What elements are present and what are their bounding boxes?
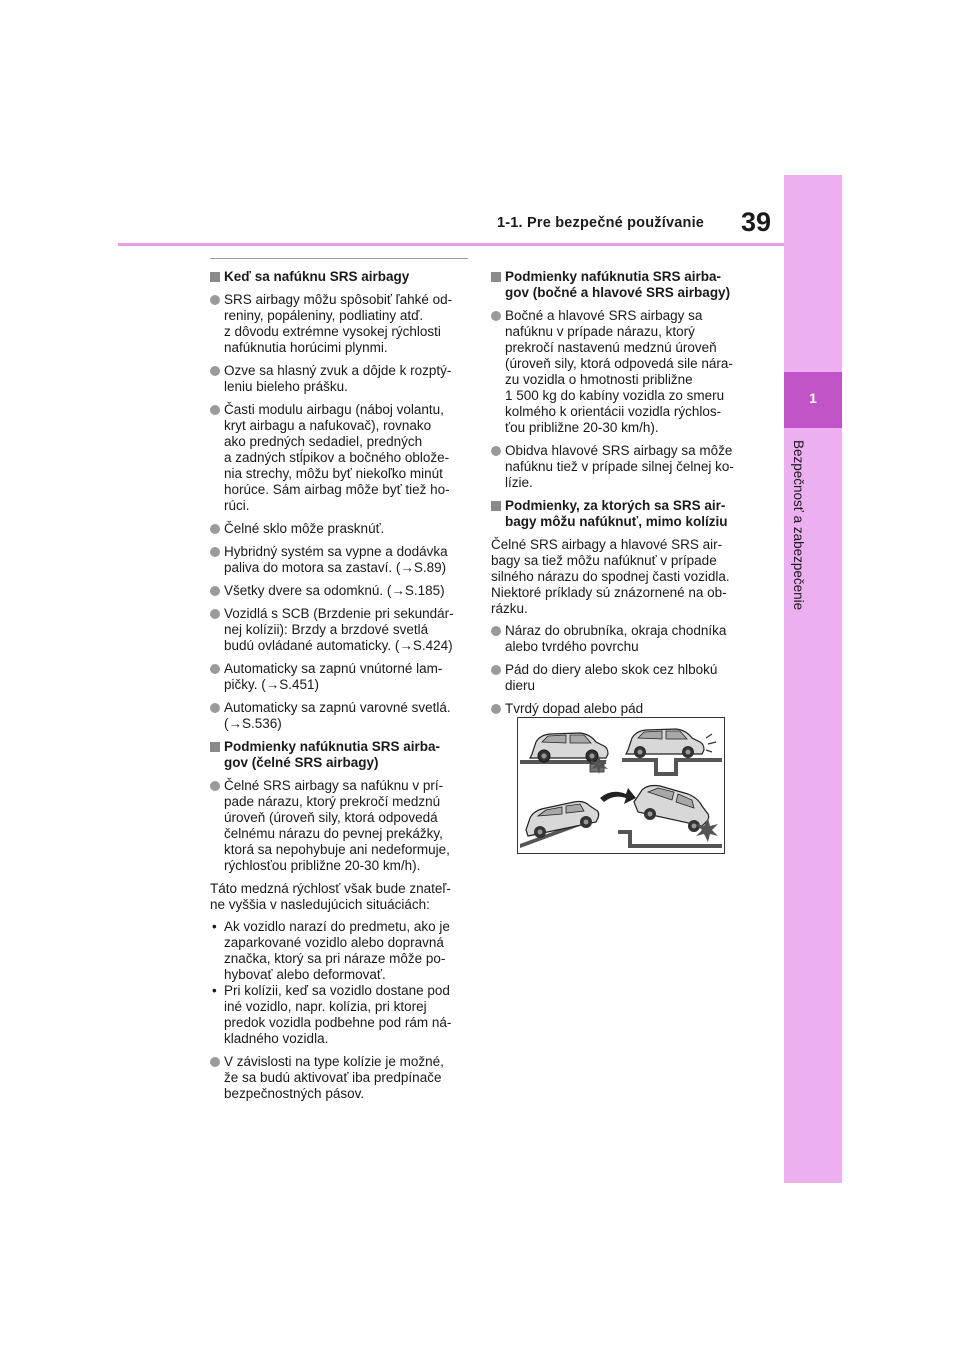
bullet-dot-icon — [210, 703, 220, 713]
car-hard-landing-icon — [618, 786, 722, 849]
sub-list-item — [210, 983, 468, 1047]
list-item-text: Všetky dvere sa odomknú. (→S.185) — [224, 583, 445, 598]
car-curb-impact-icon — [520, 733, 608, 774]
list-item — [210, 778, 468, 874]
bullet-dot-icon — [210, 586, 220, 596]
bullet-dot-icon — [210, 295, 220, 305]
small-bullet-icon: • — [212, 983, 217, 998]
list-item-text: Čelné sklo môže prasknúť. — [224, 521, 385, 536]
sub-list-item-text: Ak vozidlo narazí do predmetu, ako je zaparkované vozidlo alebo dopravná značka, ktorý sa pri náraze môže po- hybovať alebo deformovať. — [224, 919, 450, 982]
bullet-dot-icon — [210, 609, 220, 619]
bullet-dot-icon — [491, 626, 501, 636]
heading-text: Podmienky nafúknutia SRS airba- gov (čelné SRS airbagy) — [224, 739, 441, 770]
list-item — [210, 606, 468, 654]
list-item-text: Bočné a hlavové SRS airbagy sa nafúknu v prípade nárazu, ktorý prekročí nastavenú medznú úroveň (úroveň sily, ktorá odpovedá sile nára- zu vozidla o hmotnosti približne 1 500 kg do kabíny vozidla zo smeru kolmého k orientácii vozidla rýchlos- ťou približne 20-30 km/h). — [505, 308, 733, 435]
list-item-text: V závislosti na type kolízie je možné, že sa budú aktivovať iba predpínače bezpečnostných pásov. — [224, 1054, 444, 1101]
section-heading — [210, 739, 468, 771]
list-item — [210, 661, 468, 693]
collision-illustration — [517, 717, 725, 854]
bullet-dot-icon — [491, 311, 501, 321]
list-item-text: Tvrdý dopad alebo pád — [505, 701, 644, 716]
sub-list-item-text: Pri kolízii, keď sa vozidlo dostane pod iné vozidlo, napr. kolízia, pri ktorej predok vozidla podbehne pod rám ná- kladného vozidla. — [224, 983, 452, 1046]
collision-illustration-svg — [518, 718, 724, 853]
bullet-dot-icon — [491, 665, 501, 675]
list-item-text: Časti modulu airbagu (náboj volantu, kryt airbagu a nafukovač), rovnako ako predných sedadiel, predných a zadných stĺpikov a bočného oblože- nia strechy, môžu byť niekoľko minút horúce. Sám airbag môže byť tiež ho- rúci. — [224, 402, 450, 513]
motion-arrow-icon — [600, 788, 636, 804]
chapter-side-tab[interactable] — [784, 175, 842, 1183]
chapter-title: Bezpečnosť a zabezpečenie — [791, 440, 806, 611]
list-item — [210, 700, 468, 732]
square-bullet-icon — [491, 272, 501, 282]
list-item-text: SRS airbagy môžu spôsobiť ľahké od- reniny, popáleniny, podliatiny atď. z dôvodu extrémne vysokej rýchlosti nafúknutia horúcimi plynmi. — [224, 292, 453, 355]
section-heading — [491, 269, 749, 301]
header-rule — [118, 243, 785, 246]
bullet-dot-icon — [210, 1057, 220, 1067]
square-bullet-icon — [210, 742, 220, 752]
column-rule — [210, 258, 468, 259]
bullet-dot-icon — [210, 366, 220, 376]
bullet-dot-icon — [210, 524, 220, 534]
square-bullet-icon — [210, 272, 220, 282]
chapter-number-box — [784, 372, 842, 428]
chapter-number: 1 — [809, 390, 817, 406]
heading-text: Keď sa nafúknu SRS airbagy — [224, 269, 410, 284]
list-item-text: Pád do diery alebo skok cez hlbokú dieru — [505, 662, 718, 693]
square-bullet-icon — [491, 501, 501, 511]
list-item — [210, 544, 468, 576]
sub-list — [210, 919, 468, 1047]
paragraph: Táto medzná rýchlosť však bude znateľ- ne vyššia v nasledujúcich situáciách: — [210, 881, 451, 912]
bullet-dot-icon — [210, 405, 220, 415]
list-item-text: Vozidlá s SCB (Brzdenie pri sekundár- nej kolízii): Brzdy a brzdové svetlá budú ovládané automaticky. (→S.424) — [224, 606, 454, 653]
right-column — [491, 258, 749, 724]
section-title: 1-1. Pre bezpečné používanie — [497, 215, 705, 231]
car-slope-icon — [520, 802, 599, 849]
bullet-dot-icon — [210, 664, 220, 674]
list-item — [210, 363, 468, 395]
chapter-title-box — [784, 440, 842, 840]
list-item — [210, 521, 468, 537]
list-item — [491, 443, 749, 491]
bullet-dot-icon — [210, 781, 220, 791]
car-hole-impact-icon — [622, 729, 722, 776]
sub-list-item — [210, 919, 468, 983]
list-item — [491, 623, 749, 655]
list-item-text: Čelné SRS airbagy sa nafúknu v prí- pade nárazu, ktorý prekročí medznú úroveň (úroveň sily, ktorá odpovedá čelnému nárazu do pevnej prekážky, ktorá sa nepohybuje ani nedeformuje, rýchlosťou približne 20-30 km/h). — [224, 778, 450, 873]
list-item-text: Náraz do obrubníka, okraja chodníka alebo tvrdého povrchu — [505, 623, 727, 654]
list-item — [491, 701, 749, 717]
list-item — [210, 1054, 468, 1102]
section-heading — [210, 269, 468, 285]
heading-text: Podmienky nafúknutia SRS airba- gov (bočné a hlavové SRS airbagy) — [505, 269, 731, 300]
list-item — [491, 308, 749, 436]
list-item — [210, 402, 468, 514]
list-item-text: Automaticky sa zapnú vnútorné lam- pičky. (→S.451) — [224, 661, 443, 692]
list-item-text: Hybridný systém sa vypne a dodávka paliva do motora sa zastaví. (→S.89) — [224, 544, 448, 575]
list-item-text: Automaticky sa zapnú varovné svetlá. (→S.536) — [224, 700, 451, 731]
section-heading — [491, 498, 749, 530]
small-bullet-icon: • — [212, 919, 217, 934]
paragraph: Čelné SRS airbagy a hlavové SRS air- bagy sa tiež môžu nafúknuť v prípade silného nárazu do spodnej časti vozidla. Niektoré príklady sú znázornené na ob- rázku. — [491, 537, 730, 616]
left-column — [210, 258, 468, 1109]
list-item — [491, 662, 749, 694]
page-number: 39 — [741, 207, 772, 237]
list-item — [210, 583, 468, 599]
list-item-text: Ozve sa hlasný zvuk a dôjde k rozptý- leniu bieleho prášku. — [224, 363, 452, 394]
bullet-dot-icon — [210, 547, 220, 557]
list-item-text: Obidva hlavové SRS airbagy sa môže nafúknu tiež v prípade silnej čelnej ko- lízie. — [505, 443, 734, 490]
heading-text: Podmienky, za ktorých sa SRS air- bagy môžu nafúknuť, mimo kolíziu — [505, 498, 728, 529]
bullet-dot-icon — [491, 446, 501, 456]
list-item — [210, 292, 468, 356]
bullet-dot-icon — [491, 704, 501, 714]
